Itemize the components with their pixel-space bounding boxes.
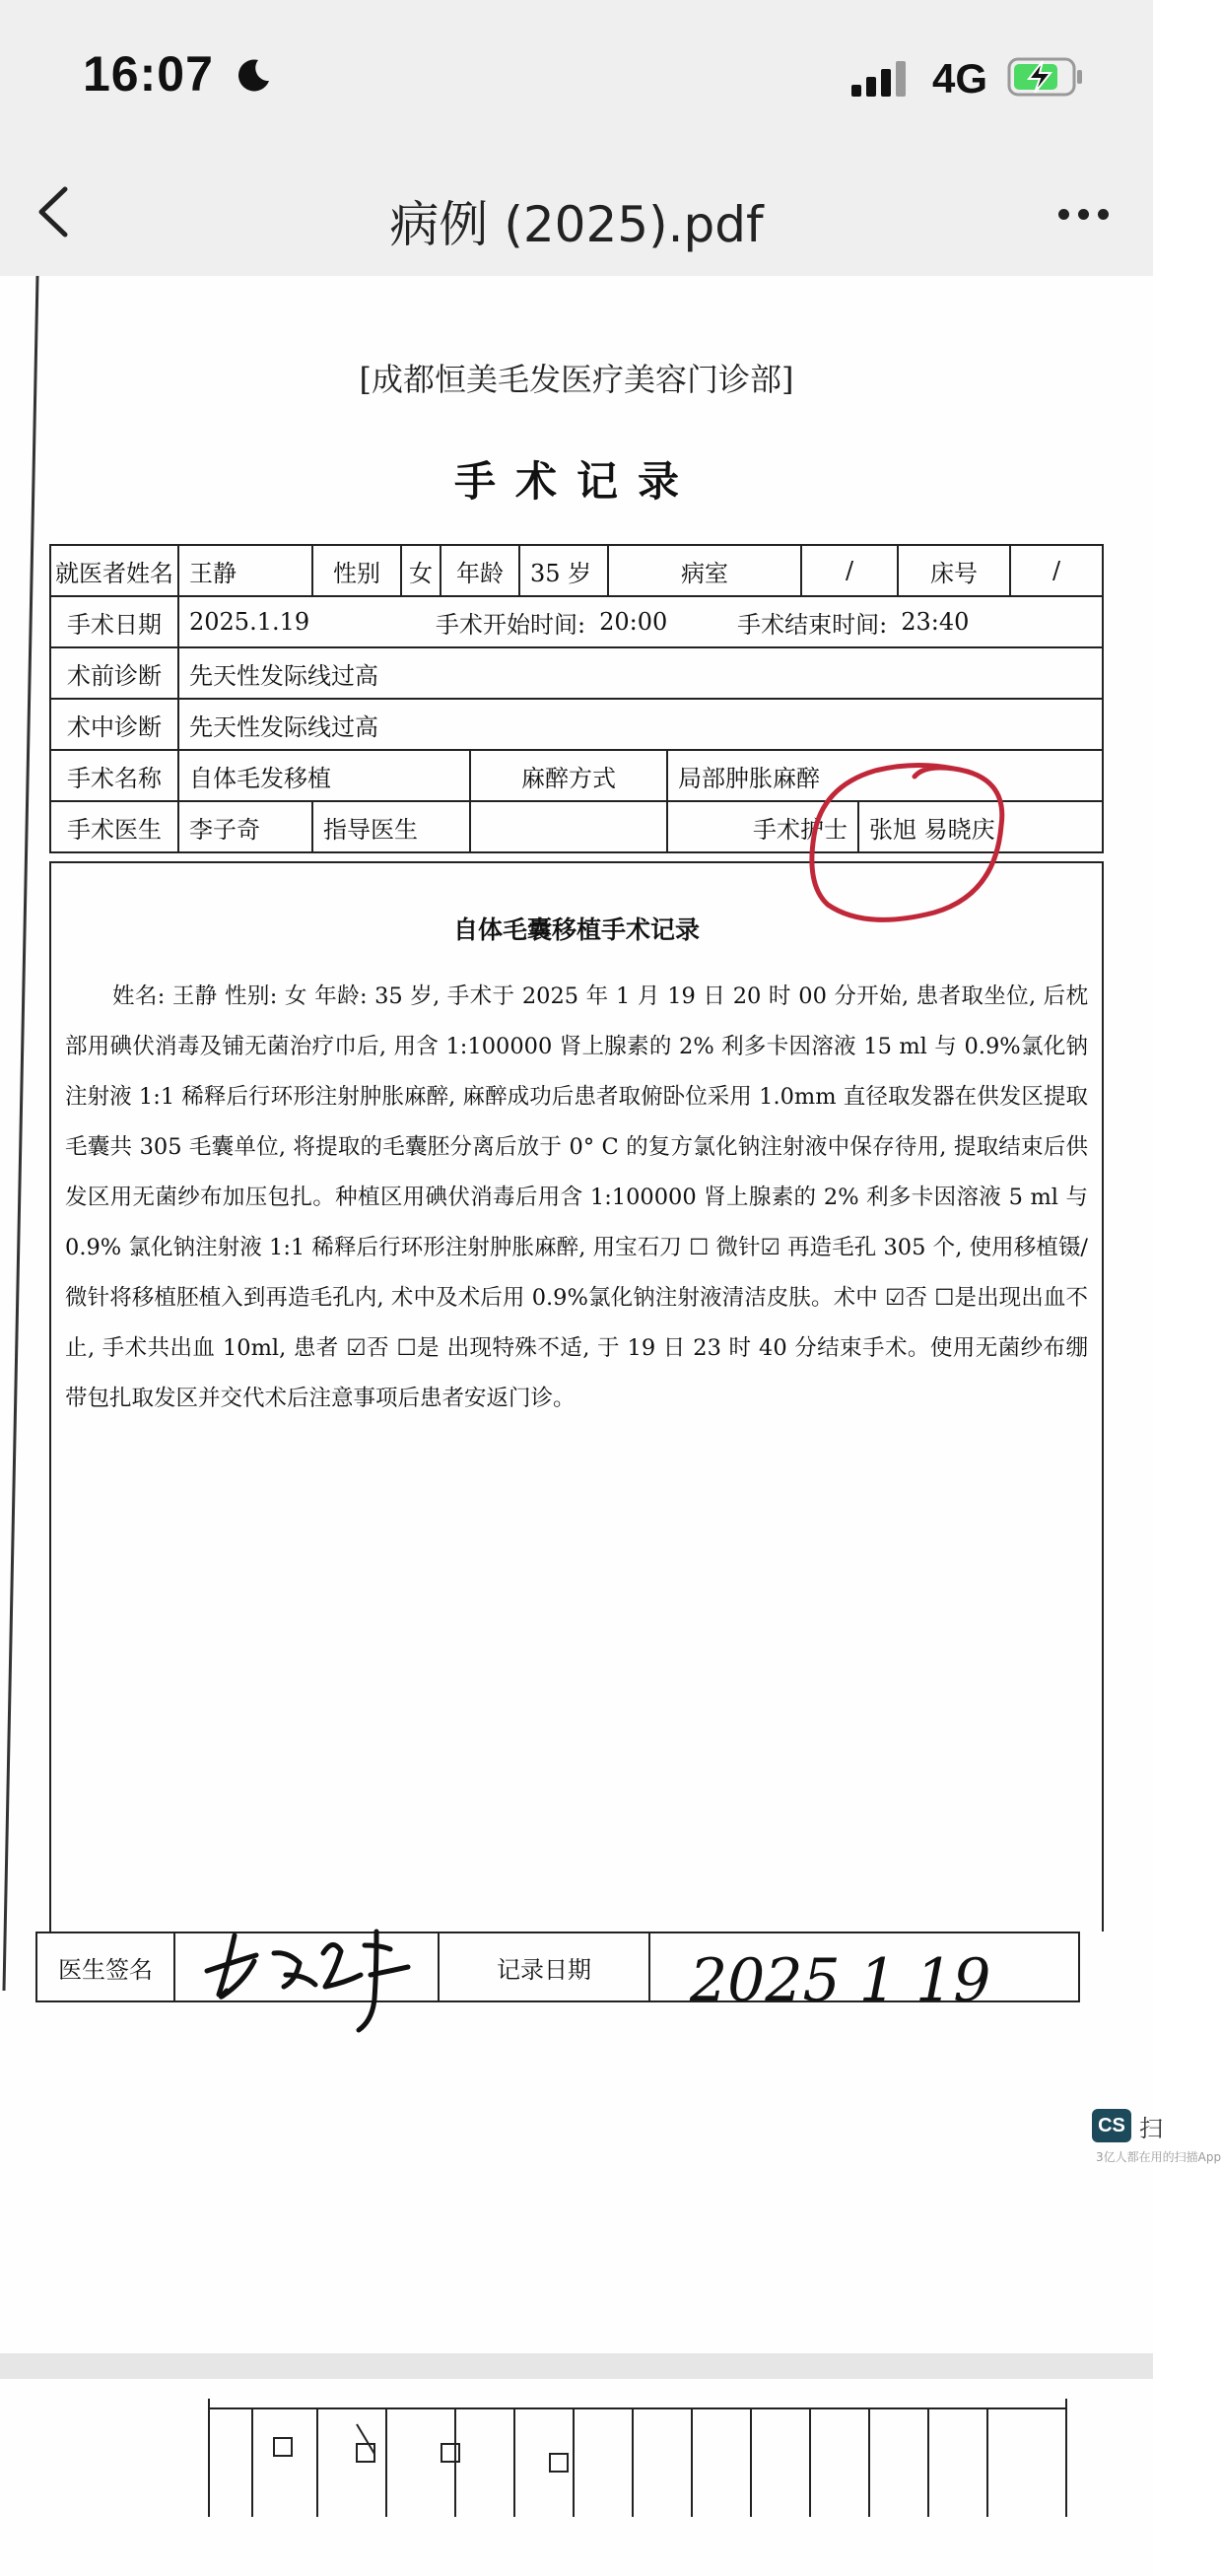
nav-bar xyxy=(0,148,1153,277)
pdf-page-2 xyxy=(0,2379,1153,2576)
page-2-table-preview xyxy=(209,2399,1066,2517)
record-body-area xyxy=(49,861,1104,1932)
intraop-dx-value: 先天性发际线过高 xyxy=(189,712,378,741)
signature-scribble xyxy=(207,1932,408,2030)
bed-value: / xyxy=(1051,557,1061,584)
page-edge-shadow xyxy=(0,276,39,1991)
age-label: 年龄 xyxy=(441,546,520,595)
nurse-label: 手术护士 xyxy=(668,802,859,851)
start-time-label: 手术开始时间: xyxy=(436,610,586,639)
pdf-page-1 xyxy=(0,276,1221,2353)
signature-label: 医生签名 xyxy=(37,1933,175,2000)
patient-name-value: 王静 xyxy=(179,546,313,595)
record-heading: 手术记录 xyxy=(453,457,699,506)
form-row-date xyxy=(49,595,1104,646)
signal-icon xyxy=(851,61,911,97)
document-title: 病例 (2025).pdf xyxy=(389,196,764,253)
patient-name-label: 就医者姓名 xyxy=(51,546,179,595)
date-label: 手术日期 xyxy=(51,597,179,646)
network-type: 4G xyxy=(932,55,988,102)
form-row-preop xyxy=(49,646,1104,698)
record-subtitle: 自体毛囊移植手术记录 xyxy=(452,915,700,944)
preop-dx-label: 术前诊断 xyxy=(51,648,179,698)
status-time: 16:07 xyxy=(83,46,214,102)
surgeon-value: 李子奇 xyxy=(179,802,313,851)
ward-label: 病室 xyxy=(609,546,802,595)
camscanner-subtext: 3亿人都在用的扫描App xyxy=(1096,2150,1221,2164)
handwriting-overlay xyxy=(197,1892,1005,2050)
gender-value: 女 xyxy=(402,546,441,595)
supervisor-value xyxy=(471,802,668,851)
handwritten-date: 2025 1 19 xyxy=(690,1946,991,2015)
record-date-label: 记录日期 xyxy=(440,1933,650,2000)
start-time: 20:00 xyxy=(599,608,668,636)
anesthesia-value: 局部肿胀麻醉 xyxy=(678,764,820,792)
battery-charging-icon xyxy=(1007,55,1086,99)
end-time: 23:40 xyxy=(901,608,970,636)
anesthesia-label: 麻醉方式 xyxy=(471,751,668,800)
procedure-label: 手术名称 xyxy=(51,751,179,800)
pdf-viewer[interactable] xyxy=(0,276,1221,2495)
end-time-label: 手术结束时间: xyxy=(737,610,888,639)
age-value: 35 岁 xyxy=(520,546,609,595)
intraop-dx-label: 术中诊断 xyxy=(51,700,179,749)
camscanner-text: 扫 xyxy=(1139,2115,1163,2142)
supervisor-label: 指导医生 xyxy=(313,802,471,851)
camscanner-logo: CS xyxy=(1092,2109,1131,2142)
moon-icon xyxy=(235,57,272,95)
form-row-intraop xyxy=(49,698,1104,749)
red-circle-annotation xyxy=(806,757,1015,934)
preop-dx-value: 先天性发际线过高 xyxy=(189,661,378,690)
surgery-date: 2025.1.19 xyxy=(189,608,310,636)
nurse-value: 张旭 易晓庆 xyxy=(869,815,995,844)
form-row-patient xyxy=(49,544,1104,595)
more-dots-icon[interactable] xyxy=(1045,195,1123,235)
procedure-value: 自体毛发移植 xyxy=(179,751,471,800)
surgeon-label: 手术医生 xyxy=(51,802,179,851)
gender-label: 性别 xyxy=(313,546,402,595)
bed-label: 床号 xyxy=(899,546,1011,595)
status-bar xyxy=(0,0,1153,148)
record-paragraph: 姓名: 王静 性别: 女 年龄: 35 岁, 手术于 2025 年 1 月 19 日 20 时 00 分开始, 患者取坐位, 后枕部用碘伏消毒及铺无菌治疗巾后, 用含 1:100000 肾上腺素的 2% 利多卡因溶液 15 ml 与 0.9%氯化钠注射液 1:1 稀释后行环形注射肿胀麻醉, 麻醉成功后患者取俯卧位采用 1.0mm 直径取发器在供发区提取毛囊共 305 毛囊单位, 将提取的毛囊胚分离后放于 0° C 的复方氯化钠注射液中保存待用, 提取结束后供发区用无菌纱布加压包扎。种植区用碘伏消毒后用含 1:100000 肾上腺素的 2% 利多卡因溶液 5 ml 与 0.9% 氯化钠注射液 1:1 稀释后行环形注射肿胀麻醉, 用宝石刀 ☐ 微针☑ 再造毛孔 305 个, 使用移植镊/微针将移植胚植入到再造毛孔内, 术中及术后用 0.9%氯化钠注射液清洁皮肤。术中 ☑否 ☐是出现出血不止, 手术共出血 10ml, 患者 ☑否 ☐是 出现特殊不适, 于 19 日 23 时 40 分结束手术。使用无菌纱布绷带包扎取发区并交代术后注意事项后患者安返门诊。 xyxy=(65,983,1088,1411)
ward-value: / xyxy=(802,546,899,595)
date-times xyxy=(179,597,1102,646)
clinic-name: [成都恒美毛发医疗美容门诊部] xyxy=(359,361,794,398)
